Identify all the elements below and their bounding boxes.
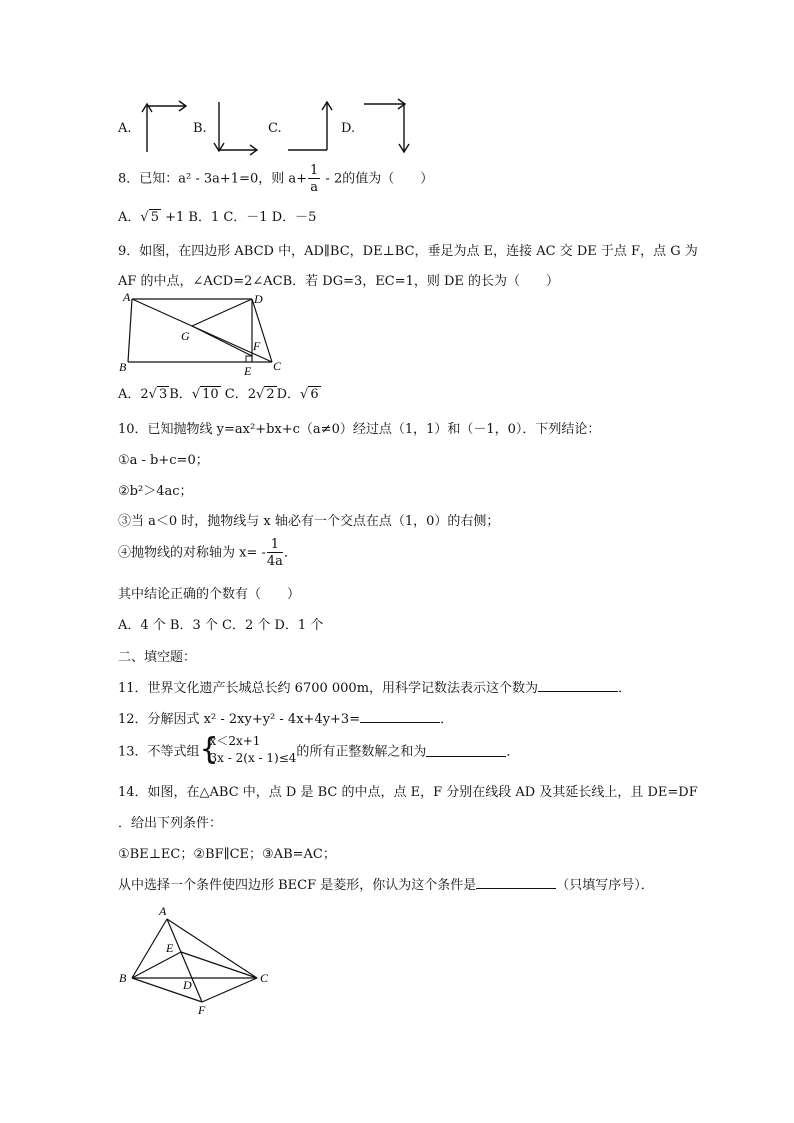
q9-option-c-prefix: C．2 xyxy=(220,387,257,402)
q9-option-d-prefix: D． xyxy=(276,387,301,402)
q13-suffix: 的所有正整数解之和为 xyxy=(296,744,427,760)
q10-conclusion-3: ③当 a＜0 时，抛物线与 x 轴必有一个交点在点（1，0）的右侧； xyxy=(118,514,500,529)
q9-option-b-radicand: 10 xyxy=(202,387,219,402)
q10-c4-suffix: ． xyxy=(283,545,297,561)
q11-text: 11．世界文化遗产长城总长约 6700 000m，用科学记数法表示这个数为 xyxy=(118,681,539,696)
q7-option-a-label: A. xyxy=(118,121,132,136)
q9-options xyxy=(118,383,321,402)
q10-conclusion-1: ①a - b+c=0； xyxy=(118,453,209,468)
q10-c4-den: 4a xyxy=(266,554,283,569)
q8-options-rest: +1 B．1 C．－1 D．－5 xyxy=(160,210,317,225)
q13-brace: { xyxy=(199,732,219,767)
q10-c4-prefix: ④抛物线的对称轴为 x= - xyxy=(118,545,266,561)
q13-answer-blank[interactable] xyxy=(426,744,506,757)
q7-option-c-arrow-figure xyxy=(284,98,334,156)
q8-suffix: - 2的值为（ ） xyxy=(321,171,434,187)
q9-option-d-radicand: 6 xyxy=(310,387,319,402)
question-12 xyxy=(118,708,453,727)
q10-ask: 其中结论正确的个数有（ ） xyxy=(118,587,301,602)
q14-triangle-figure xyxy=(115,903,275,1018)
q8-fraction xyxy=(308,164,320,194)
question-8 xyxy=(118,164,433,194)
q7-option-d-label: D. xyxy=(341,121,356,136)
q7-option-d-arrow-figure xyxy=(360,98,410,156)
q8-prefix: 8．已知：a² - 3a+1=0，则 a+ xyxy=(118,171,308,187)
q7-option-a-arrow-figure xyxy=(140,98,190,156)
q11-answer-blank[interactable] xyxy=(538,679,618,692)
q9-option-c-radicand: 2 xyxy=(266,387,275,402)
q14-label-a: A xyxy=(159,904,167,918)
q13-inequality-2: 3x - 2(x - 1)≤4 xyxy=(209,751,297,765)
q9-label-c: C xyxy=(273,359,282,373)
q9-label-f: F xyxy=(253,339,261,353)
q9-line-2: AF 的中点，∠ACD=2∠ACB．若 DG=3，EC=1，则 DE 的长为（ ） xyxy=(118,274,560,289)
q7-option-c-label: C. xyxy=(268,121,282,136)
q10-c4-fraction xyxy=(267,538,283,568)
q11-end: ． xyxy=(618,681,632,696)
q14-line-3: ①BE⊥EC；②BF∥CE；③AB=AC； xyxy=(118,847,336,862)
q10-conclusion-4 xyxy=(118,538,297,568)
q8-frac-num: 1 xyxy=(310,163,319,178)
q10-stem: 10．已知抛物线 y=ax²+bx+c（a≠0）经过点（1，1）和（－1，0）．下列结论： xyxy=(118,422,601,437)
question-11 xyxy=(118,677,631,696)
q10-c4-num: 1 xyxy=(267,538,283,553)
q8-frac-den: a xyxy=(310,180,319,195)
q14-line-4-text: 从中选择一个条件使四边形 BECF 是菱形，你认为这个条件是 xyxy=(118,878,477,893)
q10-options: A．4 个 B．3 个 C．2 个 D．1 个 xyxy=(118,618,324,633)
q14-line-2: ．给出下列条件： xyxy=(118,816,223,831)
q14-answer-blank[interactable] xyxy=(476,876,556,889)
q13-inequality-1: x＜2x+1 xyxy=(209,734,261,748)
q8-sqrt-arg: 5 xyxy=(150,210,159,225)
q9-label-e: E xyxy=(244,364,252,375)
q7-option-b-arrow-figure xyxy=(212,98,262,156)
q9-line-1: 9．如图，在四边形 ABCD 中，AD∥BC，DE⊥BC，垂足为点 E，连接 AC 交 DE 于点 F，点 G 为 xyxy=(118,244,698,259)
q9-option-a-sqrt: √ 3 xyxy=(148,387,168,402)
q9-option-c-sqrt: √ 2 xyxy=(256,387,275,402)
q9-label-d: D xyxy=(254,292,263,306)
q9-option-a-radicand: 3 xyxy=(158,387,168,402)
q8-sqrt: √ 5 xyxy=(140,210,159,225)
q9-option-a-prefix: A．2 xyxy=(118,387,149,402)
section-2-heading: 二、填空题： xyxy=(118,650,197,665)
q12-end: ． xyxy=(440,712,454,727)
q12-answer-blank[interactable] xyxy=(360,710,440,723)
q9-label-g: G xyxy=(181,329,190,343)
q9-quadrilateral-figure xyxy=(115,290,295,375)
q14-label-e: E xyxy=(166,941,174,955)
q14-label-f: F xyxy=(198,1003,206,1017)
q13-inequality-system xyxy=(200,733,297,767)
q8-options xyxy=(118,206,316,225)
q9-option-b-prefix: B． xyxy=(169,387,192,402)
q14-line-4-end: （只填写序号）． xyxy=(556,878,654,893)
q7-option-b-label: B. xyxy=(193,121,207,136)
q9-label-b: B xyxy=(119,360,127,374)
q14-label-d: D xyxy=(183,978,192,992)
question-13 xyxy=(118,733,519,767)
q9-option-b-sqrt: √ 10 xyxy=(191,387,219,402)
q9-option-d-sqrt: √ 6 xyxy=(300,387,319,402)
q14-label-b: B xyxy=(119,971,127,985)
q13-prefix: 13．不等式组 xyxy=(118,744,200,760)
q8-option-a-prefix: A． xyxy=(118,210,141,225)
q10-conclusion-2: ②b²＞4ac； xyxy=(118,484,193,499)
q14-line-1: 14．如图，在△ABC 中，点 D 是 BC 的中点，点 E，F 分别在线段 AD 及其延长线上，且 DE=DF xyxy=(118,785,698,800)
q14-line-4 xyxy=(118,874,654,893)
q13-end: ． xyxy=(506,744,520,760)
q9-label-a: A xyxy=(123,290,131,304)
q14-label-c: C xyxy=(260,971,269,985)
q12-text: 12．分解因式 x² - 2xy+y² - 4x+4y+3= xyxy=(118,712,361,727)
